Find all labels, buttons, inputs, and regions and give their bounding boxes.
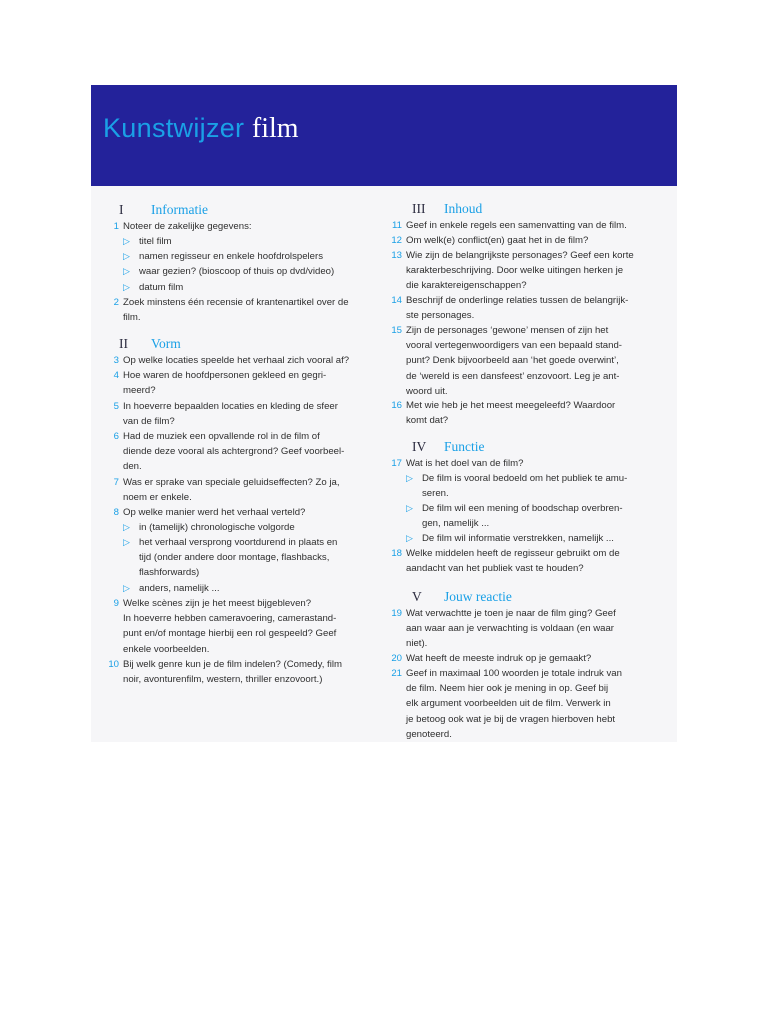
question-number: 18 (391, 548, 402, 559)
section-title: Vorm (151, 336, 181, 351)
question-text-line: In hoeverre bepaalden locaties en kleding de sfeer (123, 401, 338, 412)
question-text-line: Zoek minstens één recensie of krantenartikel over de (123, 297, 349, 308)
question-text-line: Wat verwachtte je toen je naar de film ging? Geef (406, 608, 616, 619)
page-title (103, 113, 299, 145)
question-number: 15 (391, 325, 402, 336)
question-text-line: elk argument voorbeelden uit de film. Verwerk in (406, 698, 611, 710)
question-text-line: aandacht van het publiek vast te houden? (406, 563, 584, 575)
section-heading-1 (119, 202, 208, 218)
question-number: 6 (113, 431, 119, 442)
question-text-line: Had de muziek een opvallende rol in de film of (123, 431, 320, 442)
question-text-line: den. (123, 461, 142, 473)
title-part-1: Kunstwijzer (103, 113, 245, 143)
question-text-line: vooral vertegenwoordigers van een bepaald stand- (406, 340, 622, 352)
question-text-line: Om welk(e) conflict(en) gaat het in de film? (406, 235, 589, 246)
bullet-item-text: het verhaal versprong voortdurend in plaats en (139, 537, 338, 548)
section-heading-5 (412, 589, 512, 605)
triangle-bullet-icon: ▷ (123, 236, 130, 246)
question-text-line: noem er enkele. (123, 492, 192, 504)
question-number: 8 (113, 507, 119, 518)
question-text-line: In hoeverre hebben cameravoering, camerastand- (123, 613, 337, 625)
question-number: 2 (113, 297, 119, 308)
question-text-line: de ‘wereld is een dansfeest’ enzovoort. Leg je ant- (406, 370, 620, 382)
question-text-line: genoteerd. (406, 728, 452, 740)
question-text-line: film. (123, 312, 141, 324)
question-text-line: Beschrijf de onderlinge relaties tussen de belangrijk- (406, 295, 629, 306)
bullet-item-text: gen, namelijk ... (422, 518, 490, 530)
section-title: Functie (444, 439, 485, 454)
title-part-2: film (251, 113, 299, 144)
bullet-item-text: tijd (onder andere door montage, flashbacks, (139, 552, 330, 564)
question-number: 17 (391, 458, 402, 469)
triangle-bullet-icon: ▷ (123, 251, 130, 262)
question-text-line: Op welke locaties speelde het verhaal zich vooral af? (123, 355, 350, 366)
question-text-line: woord uit. (406, 385, 448, 397)
triangle-bullet-icon: ▷ (123, 522, 130, 532)
bullet-item-text: De film wil informatie verstrekken, namelijk ... (422, 533, 614, 544)
section-title: Inhoud (444, 201, 483, 216)
question-text-line: meerd? (123, 385, 156, 397)
question-text-line: Welke middelen heeft de regisseur gebruikt om de (406, 548, 620, 559)
question-text-line: Geef in enkele regels een samenvatting van de film. (406, 220, 627, 231)
document-page (91, 85, 677, 742)
question-text-line: komt dat? (406, 415, 449, 427)
question-number: 10 (108, 659, 119, 670)
question-number: 21 (391, 668, 402, 679)
question-number: 11 (392, 220, 402, 231)
question-number: 5 (113, 401, 119, 412)
section-title: Informatie (151, 202, 208, 217)
question-text-line: Noteer de zakelijke gegevens: (123, 221, 252, 232)
bullet-item-text: datum film (139, 281, 184, 293)
section-number: I (119, 202, 124, 217)
section-heading-4 (412, 439, 485, 455)
question-text-line: Wat heeft de meeste indruk op je gemaakt? (406, 653, 592, 664)
question-text-line: niet). (406, 638, 428, 650)
question-number: 13 (391, 250, 402, 261)
section-number: V (412, 589, 422, 604)
question-number: 12 (391, 235, 402, 246)
triangle-bullet-icon: ▷ (123, 583, 130, 593)
bullet-item-text: in (tamelijk) chronologische volgorde (139, 522, 295, 533)
question-text-line: noir, avonturenfilm, western, thriller enzovoort.) (123, 674, 323, 686)
bullet-item-text: anders, namelijk ... (139, 583, 220, 594)
question-text-line: punt en/of montage hierbij een rol gespeeld? Geef (123, 628, 337, 640)
question-number: 1 (113, 221, 119, 232)
triangle-bullet-icon: ▷ (406, 473, 413, 483)
bullet-item-text: flashforwards) (139, 567, 200, 579)
triangle-bullet-icon: ▷ (406, 533, 413, 543)
section-heading-2 (119, 336, 181, 352)
question-number: 20 (391, 653, 402, 664)
section-title: Jouw reactie (444, 589, 512, 604)
question-number: 7 (113, 477, 119, 488)
question-text-line: karakterbeschrijving. Door welke uitingen herken je (406, 265, 624, 277)
triangle-bullet-icon: ▷ (406, 503, 413, 513)
question-text-line: Geef in maximaal 100 woorden je totale indruk van (406, 668, 622, 679)
question-text-line: Wie zijn de belangrijkste personages? Geef een korte (406, 250, 634, 261)
question-text-line: punt? Denk bijvoorbeeld aan ‘het goede overwint’, (406, 355, 619, 367)
bullet-item-text: De film is vooral bedoeld om het publiek te amu- (422, 473, 628, 484)
section-number: III (412, 201, 426, 216)
section-heading-3 (412, 201, 482, 217)
question-text-line: aan waar aan je verwachting is voldaan (en waar (406, 623, 614, 635)
triangle-bullet-icon: ▷ (123, 266, 130, 277)
bullet-item-text: De film wil een mening of boodschap overbren- (422, 503, 623, 514)
question-number: 9 (113, 598, 119, 609)
triangle-bullet-icon: ▷ (123, 537, 130, 547)
bullet-item-text: namen regisseur en enkele hoofdrolspelers (139, 251, 323, 263)
question-text-line: Welke scènes zijn je het meest bijgebleven? (123, 598, 312, 609)
question-number: 3 (113, 355, 119, 366)
question-text-line: je betoog ook wat je bij de vragen hierboven hebt (406, 713, 616, 725)
question-text-line: de film. Neem hier ook je mening in op. Geef bij (406, 683, 609, 695)
bullet-item-text: waar gezien? (bioscoop of thuis op dvd/video) (139, 266, 335, 278)
section-number: II (119, 336, 128, 351)
question-text-line: Was er sprake van speciale geluidseffecten? Zo ja, (123, 477, 340, 488)
question-text-line: ste personages. (406, 310, 475, 322)
question-text-line: enkele voorbeelden. (123, 643, 210, 655)
question-text-line: Met wie heb je het meest meegeleefd? Waardoor (406, 400, 616, 411)
question-number: 4 (113, 370, 119, 381)
question-text-line: diende deze vooral als achtergrond? Geef voorbeel- (123, 446, 345, 458)
question-number: 14 (391, 295, 402, 306)
question-number: 19 (391, 608, 402, 619)
question-number: 16 (391, 400, 402, 411)
title-banner (91, 85, 677, 186)
question-text-line: van de film? (123, 416, 175, 428)
question-text-line: die karaktereigenschappen? (406, 280, 527, 292)
question-text-line: Hoe waren de hoofdpersonen gekleed en gegri- (123, 370, 327, 381)
question-text-line: Op welke manier werd het verhaal verteld? (123, 507, 306, 518)
triangle-bullet-icon: ▷ (123, 281, 130, 292)
bullet-item-text: titel film (139, 236, 172, 247)
question-text-line: Bij welk genre kun je de film indelen? (Comedy, film (123, 659, 342, 670)
question-text-line: Zijn de personages ‘gewone’ mensen of zijn het (406, 325, 609, 336)
section-number: IV (412, 439, 427, 454)
question-text-line: Wat is het doel van de film? (406, 458, 524, 469)
bullet-item-text: seren. (422, 488, 449, 500)
